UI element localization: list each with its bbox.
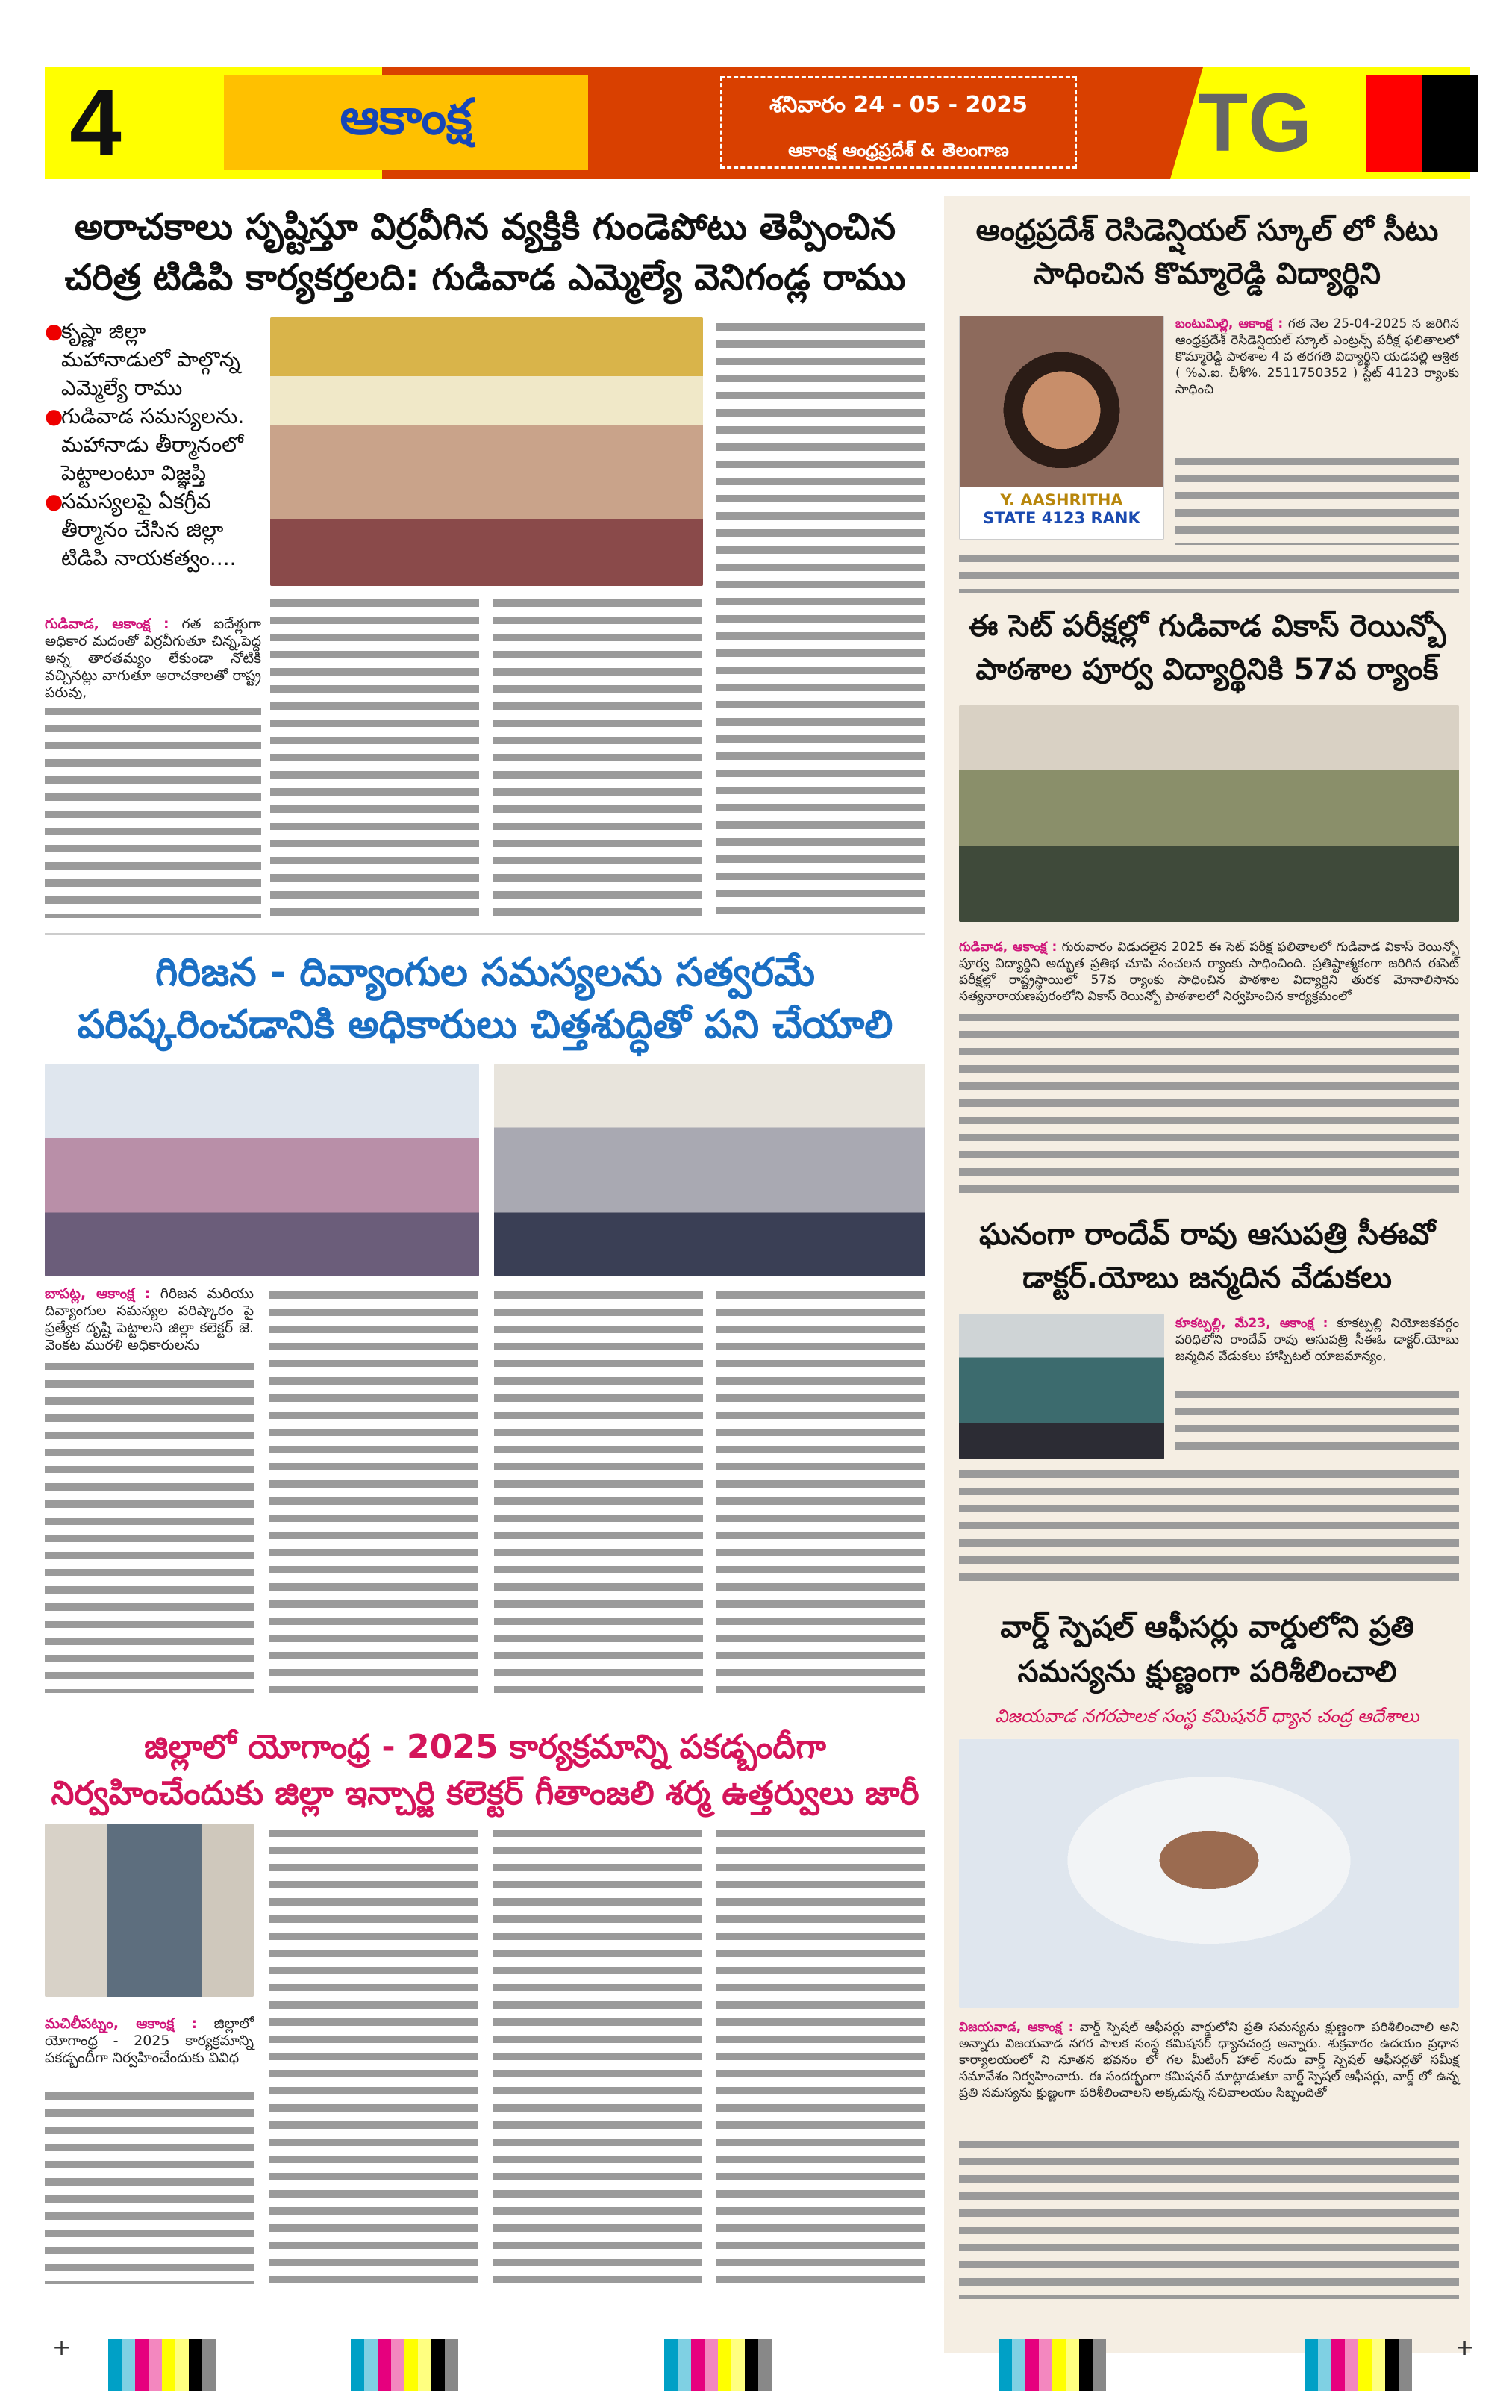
story4-body	[959, 2019, 1459, 2101]
region-badge: TG	[1198, 77, 1312, 169]
story3-text-rest	[1175, 1385, 1459, 1459]
story2-dateline: గుడివాడ, ఆకాంక్ష :	[959, 940, 1058, 955]
story4-lead: వార్డ్ స్పెషల్ ఆఫీసర్లు వార్డులోని ప్రతి సమస్యను క్షుణ్ణంగా పరిశీలించాలి అని అన్నారు విజయవాడ నగర పాలక సంస్థ కమిషనర్ ధ్యానచంద్ర అన్నారు. శుక్రవారం ఉదయం ప్రధాన కార్యాలయంలో ని నూతన భవనం లో గల మీటింగ్ హాల్ నందు వార్డ్ స్పెషల్ ఆఫీసర్లతో సమీక్ష సమావేశం నిర్వహించారు. ఈ సందర్భంగా కమిషనర్ మాట్లాడుతూ వార్డ్ స్పెషల్ ఆఫీసర్లు, వార్డ్ లో ఉన్న ప్రతి సమస్యను క్షుణ్ణంగా పరిశీలించాలని అక్కడున్న సచివాలయం సిబ్బందితో	[959, 2020, 1460, 2100]
story3-text-bottom	[959, 1465, 1459, 1584]
article3-photo-collector	[45, 1824, 254, 1997]
registration-mark-left: +	[52, 2335, 72, 2361]
article1-text-col4	[716, 317, 925, 922]
article2-text-col1	[45, 1357, 254, 1693]
bullet-text: గుడివాడ సమస్యలను. మహానాడు తీర్మానంలో పెట్టాలంటూ విజ్ఞప్తి	[61, 404, 245, 485]
story4-headline: వార్డ్ స్పెషల్ ఆఫీసర్లు వార్డులోని ప్రతి సమస్యను క్షుణ్ణంగా పరిశీలించాలి	[1000, 1610, 1414, 1689]
bullet: ● సమస్యలపై ఏకగ్రీవ తీర్మానం చేసిన జిల్లా టిడిపి నాయకత్వం....	[45, 489, 237, 570]
article2-photo-certificates	[45, 1064, 479, 1276]
story4-photo-commissioner	[959, 1739, 1459, 2008]
article1-dateline: గుడివాడ, ఆకాంక్ష :	[45, 616, 169, 632]
article2-lead: గిరిజన మరియు దివ్యాంగుల సమస్యల పరిష్కారం పై ప్రత్యేక దృష్టి పెట్టాలని జిల్లా కలెక్టర్ జె. వెంకట మురళి అధికారులను	[45, 1285, 254, 1353]
story1-text-rest	[1175, 452, 1459, 545]
article1-bullets	[45, 317, 261, 573]
article1-lead: గత ఐదేళ్లుగా అధికార మదంతో విర్రవీగుతూ చిన్న,పెద్ద అన్న తారతమ్యం లేకుండా నోటికి వచ్చినట్లు వాగుతూ అరాచకాలతో రాష్ట్ర పరువు,	[45, 616, 261, 701]
story3-photo-birthday	[959, 1314, 1164, 1459]
article2-photo-collector	[494, 1064, 925, 1276]
story3-body	[1175, 1315, 1459, 1364]
color-bar	[108, 2339, 216, 2391]
story2-headline: ఈ సెట్ పరీక్షల్లో గుడివాడ వికాస్ రెయిన్బో పాఠశాల పూర్వ విద్యార్థినికి 57వ ర్యాంక్	[968, 609, 1446, 687]
article3-headline: జిల్లాలో యోగాంధ్ర - 2025 కార్యక్రమాన్ని పకడ్బందీగా నిర్వహించేందుకు జిల్లా ఇన్చార్జి కలెక్టర్ గీతాంజలి శర్మ ఉత్తర్వులు జారీ	[51, 1728, 919, 1812]
story1-headline: ఆంధ్రప్రదేశ్ రెసిడెన్షియల్ స్కూల్ లో సీటు సాధించిన కొమ్మారెడ్డి విద్యార్థిని	[975, 213, 1439, 291]
article1-text-col1	[45, 702, 261, 918]
story3-dateline: కూకట్పల్లి, మే23, ఆకాంక్ష :	[1175, 1316, 1328, 1331]
registration-mark-right: +	[1455, 2335, 1475, 2361]
edition-line: ఆకాంక్ష ఆంధ్రప్రదేశ్ & తెలంగాణ	[788, 140, 1009, 160]
logo-text: ఆకాంక్ష	[340, 88, 472, 144]
article1-photo-meeting	[270, 317, 703, 586]
story1-photo-student	[959, 316, 1164, 540]
story1-body	[1175, 316, 1459, 398]
story3-lead: కూకట్పల్లి నియోజకవర్గం పరిధిలోని రాందేవ్ రావు ఆసుపత్రి సీఈఓ డాక్టర్.యోబు జన్మదిన వేడుకలు హాస్పిటల్ యాజమాన్యం,	[1175, 1316, 1460, 1364]
page-number: 4	[69, 71, 122, 175]
story3-headline: ఘనంగా రాందేవ్ రావు ఆసుపత్రి సీఈవో డాక్టర్.యోబు జన్మదిన వేడుకలు	[978, 1217, 1436, 1295]
story2-text-rest	[959, 1008, 1459, 1194]
bullet: ● గుడివాడ సమస్యలను. మహానాడు తీర్మానంలో పెట్టాలంటూ విజ్ఞప్తి	[45, 404, 245, 485]
article2-dateline: బాపట్ల, ఆకాంక్ష :	[45, 1285, 151, 1302]
story4-dateline: విజయవాడ, ఆకాంక్ష :	[959, 2020, 1074, 2035]
story4-subheadline: విజయవాడ నగరపాలక సంస్థ కమిషనర్ ధ్యాన చంద్ర ఆదేశాలు	[995, 1706, 1419, 1727]
article2-text-col4	[716, 1285, 925, 1693]
color-bar	[999, 2339, 1106, 2391]
article2-body	[45, 1285, 254, 1354]
logo[interactable]	[224, 75, 588, 170]
date-line: శనివారం 24 - 05 - 2025	[769, 92, 1028, 118]
article1-body	[45, 616, 261, 702]
article1-text-col2	[270, 593, 479, 922]
color-bar	[351, 2339, 458, 2391]
color-bar	[664, 2339, 772, 2391]
story1-dateline: బంటుమిల్లి, ఆకాంక్ష :	[1175, 316, 1284, 331]
color-bar	[1305, 2339, 1412, 2391]
article3-lead: జిల్లాలో యోగాంధ్ర - 2025 కార్యక్రమాన్ని పకడ్బందీగా నిర్వహించేందుకు వివిధ	[45, 2015, 254, 2066]
article1-text-col3	[493, 593, 702, 922]
article2-text-col2	[269, 1285, 478, 1693]
article1-headline: అరాచకాలు సృష్టిస్తూ విర్రవీగిన వ్యక్తికి గుండెపోటు తెప్పించిన చరిత్ర టిడిపి కార్యకర్తలది: గుడివాడ ఎమ్మెల్యే వెనిగండ్ల రాము	[64, 206, 906, 299]
story4-text-rest	[959, 2135, 1459, 2299]
date-box	[720, 76, 1077, 169]
color-flag	[1366, 75, 1478, 172]
story2-photo-felicitation	[959, 705, 1459, 922]
article3-text-col1	[45, 2086, 254, 2284]
article3-body	[45, 2015, 254, 2067]
bullet-text: సమస్యలపై ఏకగ్రీవ తీర్మానం చేసిన జిల్లా టిడిపి నాయకత్వం....	[61, 489, 237, 570]
article3-text-col4	[716, 1824, 925, 2284]
article3-text-col2	[269, 1824, 478, 2284]
article2-headline: గిరిజన - దివ్యాంగుల సమస్యలను సత్వరమే పరిష్కరించడానికి అధికారులు చిత్తశుద్ధితో పని చేయాలి	[77, 950, 893, 1047]
story2-body	[959, 939, 1459, 1005]
student-rank-caption: STATE 4123 RANK	[983, 509, 1140, 527]
article2-text-col3	[494, 1285, 703, 1693]
article3-text-col3	[493, 1824, 702, 2284]
article3-dateline: మచిలీపట్నం, ఆకాంక్ష :	[45, 2015, 198, 2032]
story2-lead: గురువారం విడుదలైన 2025 ఈ సెట్ పరీక్ష ఫలితాలలో గుడివాడ వికాస్ రెయిన్బో పూర్వ విద్యార్థిని అద్భుత ప్రతిభ చూపి సంచలన ర్యాంకు సాధించింది. ప్రతిష్టాత్మకంగా జరిగిన ఈసెట్ పరీక్షల్లో రాష్ట్రస్థాయిలో 57వ ర్యాంకు సాధించిన పాఠశాల విద్యార్థిని తురక మోనాలిసాను సత్యనారాయణపురంలోని వికాస్ రెయిన్బో పాఠశాలలో నిర్వహించిన కార్యక్రమంలో	[959, 940, 1459, 1004]
student-name-caption: Y. AASHRITHA	[1000, 491, 1123, 509]
story1-text-bottom	[959, 549, 1459, 593]
story1-lead: గత నెల 25-04-2025 న జరిగిన ఆంధ్రప్రదేశ్ రెసిడెన్షియల్ స్కూల్ ఎంట్రన్స్ పరీక్ష ఫలితాలలో కొమ్మారెడ్డి పాఠశాల 4 వ తరగతి విద్యార్థిని యడవల్లి ఆశ్రిత ( %ఎ.ఐ. చీశీ%. 2511750352 ) స్టేట్ 4123 ర్యాంకు సాధించి	[1175, 316, 1460, 397]
bullet-text: కృష్ణా జిల్లా మహానాడులో పాల్గొన్న ఎమ్మెల్యే రాము	[61, 319, 240, 400]
divider	[45, 933, 925, 935]
bullet: ● కృష్ణా జిల్లా మహానాడులో పాల్గొన్న ఎమ్మెల్యే రాము	[45, 319, 240, 400]
